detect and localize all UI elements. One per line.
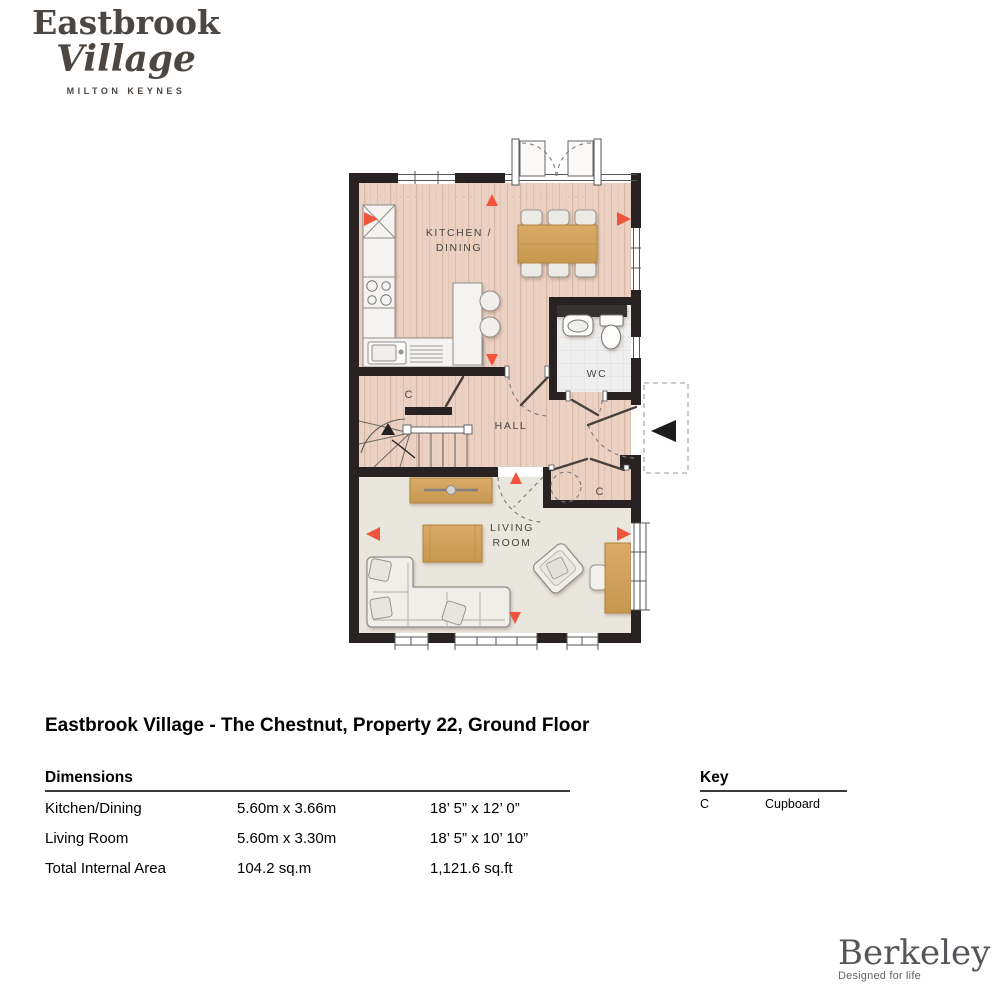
key-heading: Key	[700, 769, 729, 786]
brand-tagline: Designed for life	[838, 970, 921, 982]
dining-chair	[548, 210, 569, 225]
sofa-cushion	[370, 597, 393, 620]
window-top	[398, 171, 455, 184]
dining-set	[518, 210, 597, 277]
site-logo-line1: Eastbrook	[32, 3, 220, 42]
dimension-row-imperial: 18’ 5” x 12’ 0”	[430, 800, 520, 817]
brand-name: Berkeley	[838, 933, 991, 973]
site-logo-line2: Village	[56, 38, 196, 80]
living-room-label2: ROOM	[492, 537, 532, 549]
coffee-table	[423, 525, 482, 562]
stool	[480, 317, 500, 337]
desk	[605, 543, 631, 613]
entrance-arrow-icon	[651, 420, 676, 442]
dining-chair	[521, 262, 542, 277]
kitchen-island	[453, 283, 482, 365]
dining-chair	[575, 262, 596, 277]
french-door-leaf	[568, 141, 593, 176]
dining-chair	[548, 262, 569, 277]
wc-label: WC	[586, 368, 608, 380]
french-door-leaf	[520, 141, 545, 176]
tv-sideboard	[410, 478, 492, 503]
windows-bottom	[395, 633, 598, 650]
stair-handrail	[407, 427, 468, 433]
key-meaning: Cupboard	[765, 797, 820, 811]
floor-plan	[330, 120, 710, 680]
key-symbol: C	[700, 797, 710, 811]
dimension-row-imperial: 18’ 5” x 10’ 10”	[430, 830, 529, 847]
dimensions-heading: Dimensions	[45, 769, 133, 786]
window-wc	[631, 337, 641, 358]
hob	[363, 277, 395, 308]
key-rule	[700, 790, 847, 792]
wc-toilet	[602, 325, 621, 349]
dining-chair	[521, 210, 542, 225]
living-room-label: LIVING	[489, 522, 535, 534]
entrance-cupboard-label: C	[595, 486, 605, 498]
dimension-row-metric: 104.2 sq.m	[237, 860, 312, 877]
dimension-row-name: Living Room	[45, 830, 129, 847]
window-kitchen-right	[631, 228, 641, 290]
french-doors	[505, 139, 637, 185]
dimension-row-metric: 5.60m x 3.66m	[237, 800, 337, 817]
brand-logo	[838, 933, 991, 982]
desk-chair	[590, 565, 607, 590]
hall-label: HALL	[494, 420, 528, 432]
dimension-row-name: Kitchen/Dining	[45, 800, 142, 817]
tv-icon	[447, 486, 456, 495]
dimensions-rule	[45, 790, 570, 792]
dining-chair	[575, 210, 596, 225]
understairs-cupboard-label: C	[404, 389, 414, 401]
kitchen-dining-label: KITCHEN /	[425, 227, 493, 239]
dimension-row-imperial: 1,121.6 sq.ft	[430, 860, 513, 877]
stool	[480, 291, 500, 311]
dimension-row-metric: 5.60m x 3.30m	[237, 830, 337, 847]
kitchen-dining-label2: DINING	[435, 242, 483, 254]
site-logo	[26, 3, 226, 96]
dimension-row-name: Total Internal Area	[45, 860, 166, 877]
window-living-right	[631, 523, 650, 610]
site-logo-tagline: MILTON KEYNES	[66, 86, 186, 96]
sofa-cushion	[368, 558, 392, 582]
page-title: Eastbrook Village - The Chestnut, Property 22, Ground Floor	[45, 715, 590, 736]
wc-toilet-cistern	[600, 315, 623, 326]
